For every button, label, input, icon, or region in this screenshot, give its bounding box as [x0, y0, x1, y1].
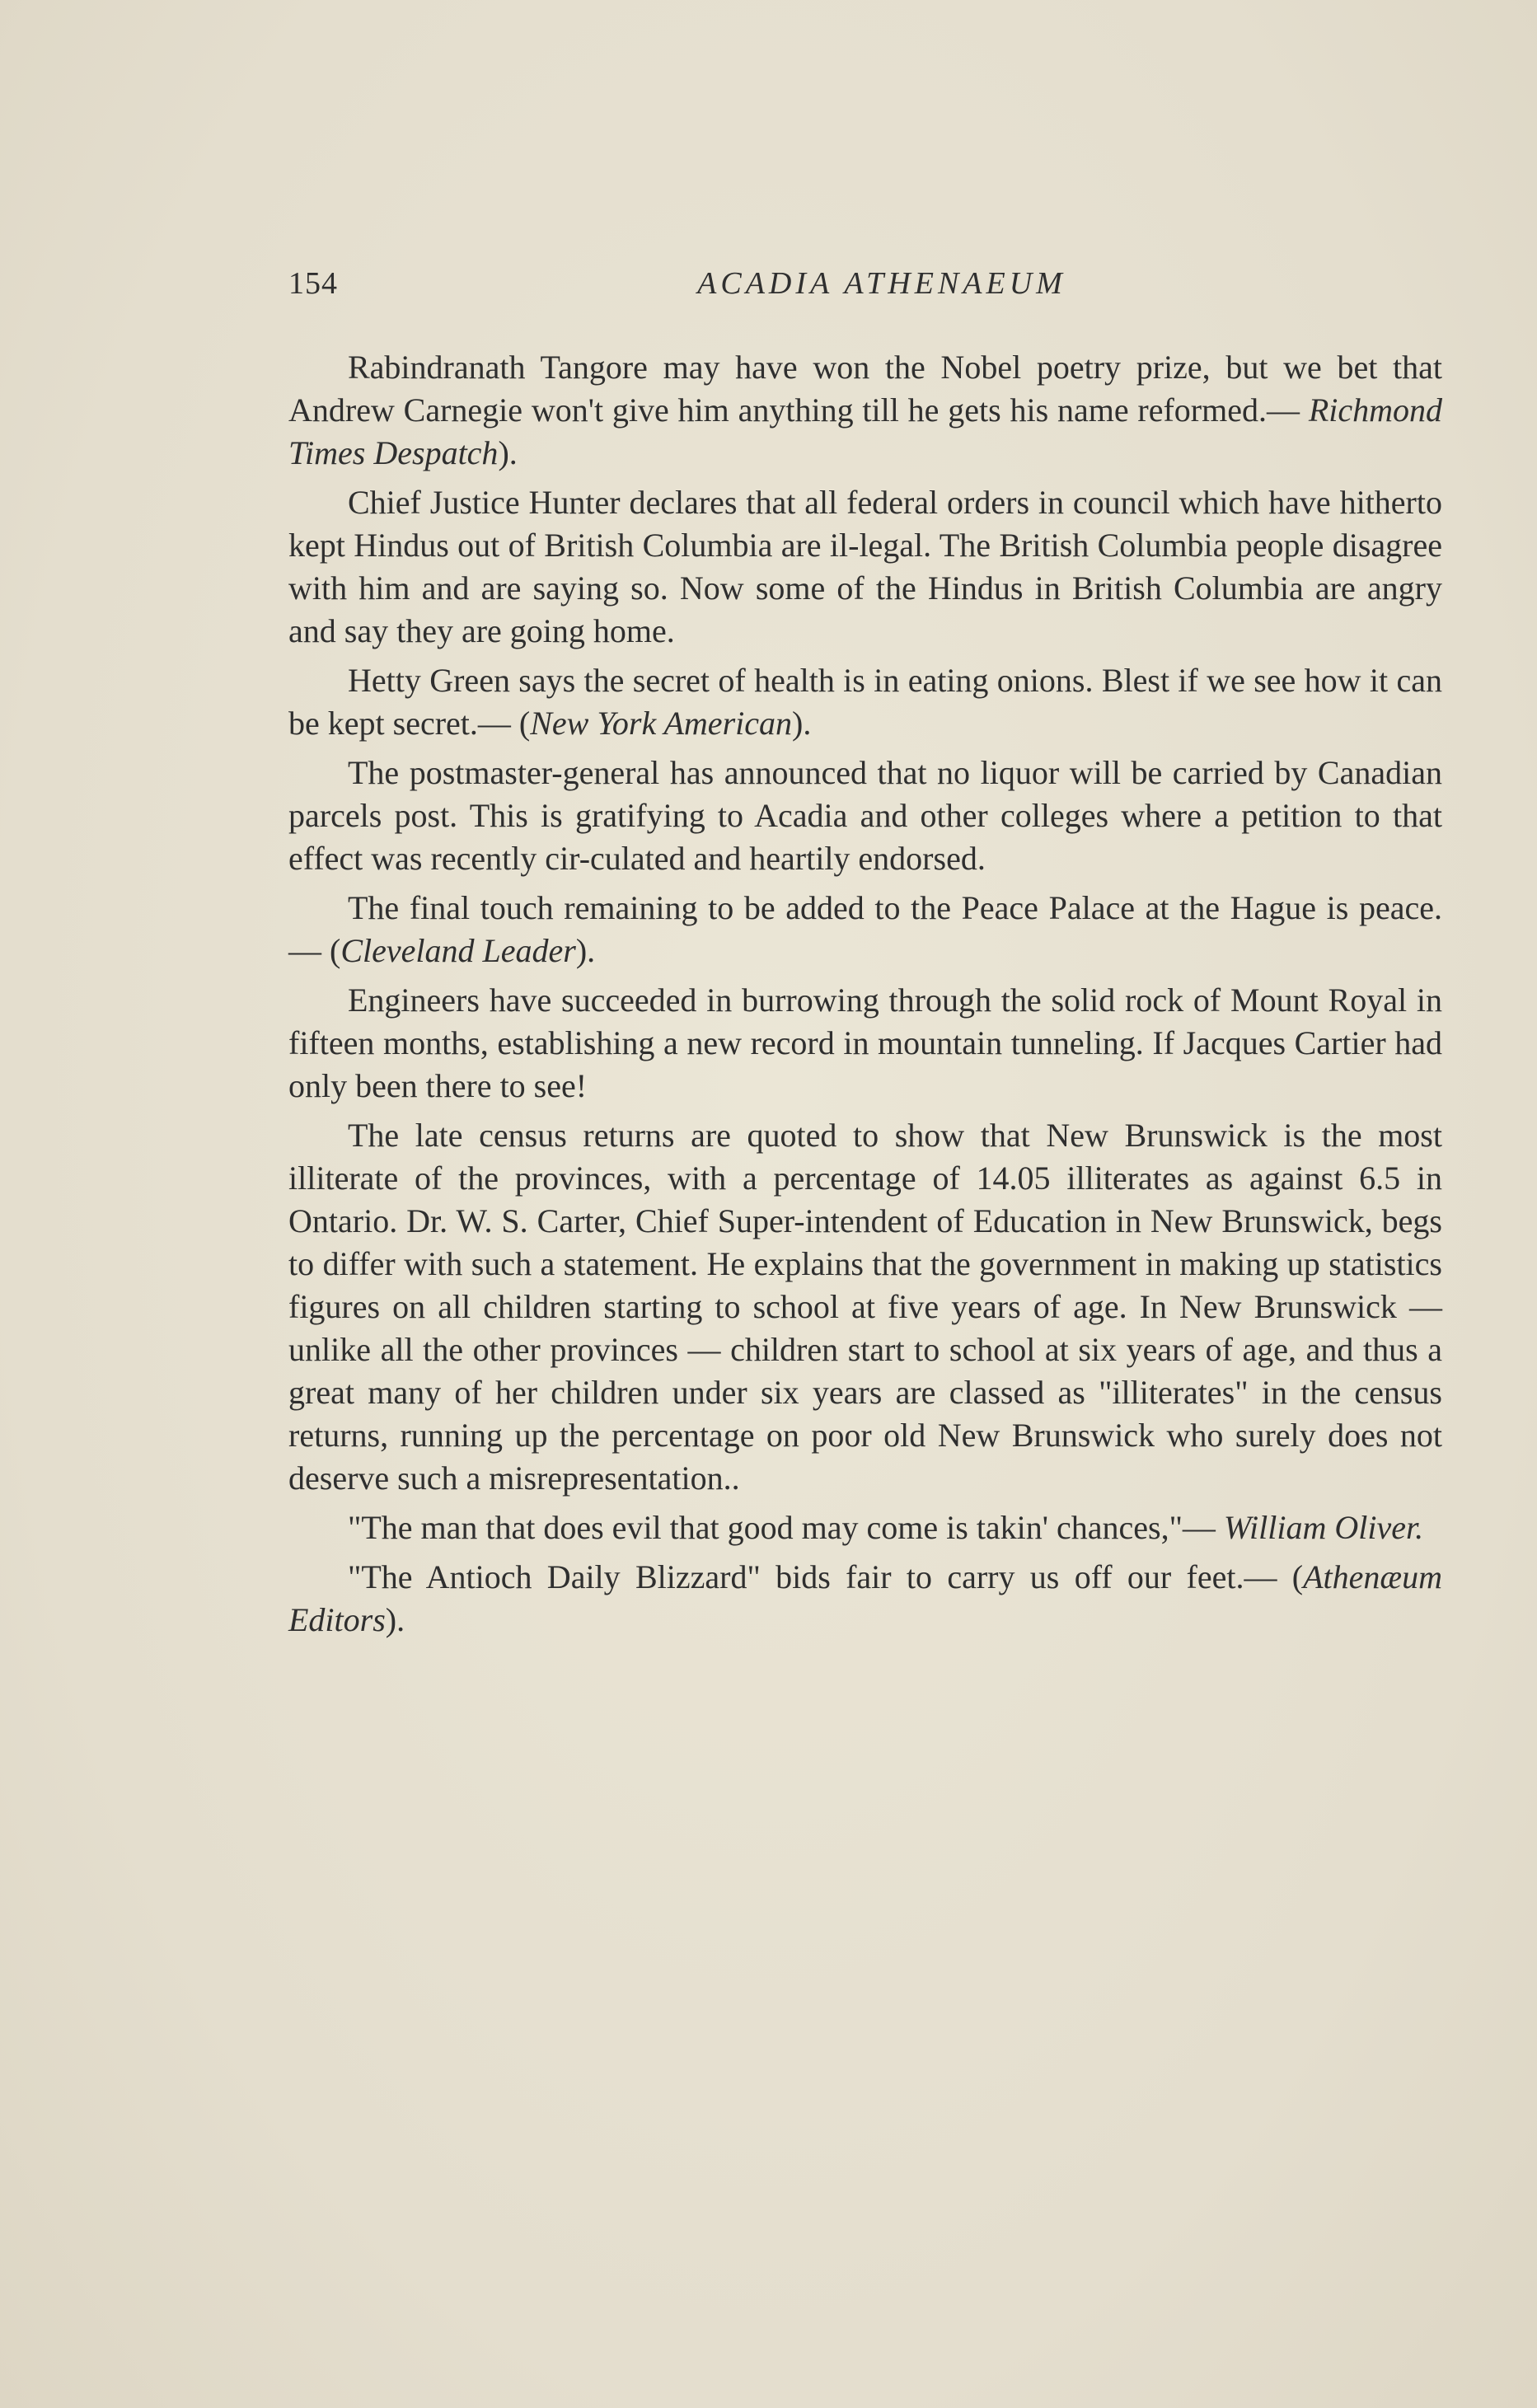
paragraph-onions	[288, 659, 1442, 745]
citation-tail: ).	[385, 1601, 405, 1638]
paragraph-text: Rabindranath Tangore may have won the Nobel poetry prize, but we bet that Andrew Carnegie won't give him anything till he gets his name reformed.—	[288, 349, 1442, 429]
paragraph-mount-royal-tunnel	[288, 979, 1442, 1108]
paragraph-hindus-british-columbia	[288, 481, 1442, 653]
citation-tail: ).	[575, 932, 596, 969]
paragraph-evil-good	[288, 1506, 1442, 1549]
paragraph-text: The late census returns are quoted to show that New Brunswick is the most illiterate of the provinces, with a percentage of 14.05 illiterates as against 6.5 in Ontario. Dr. W. S. Carter, Chief Super-intendent of Education in New Brunswick, begs to differ with such a statement. He explains that the government in making up statistics figures on all children starting to school at five years of age. In New Brunswick — unlike all the other provinces — children start to school at six years of age, and thus a great many of her children under six years are classed as "illiterates" in the census returns, running up the percentage on poor old New Brunswick who surely does not deserve such a misrepresentation..	[288, 1117, 1442, 1497]
paragraph-nobel-prize	[288, 346, 1442, 475]
source-citation: Cleveland Leader	[340, 932, 576, 969]
source-citation: New York American	[530, 705, 792, 742]
paragraph-text: "The Antioch Daily Blizzard" bids fair to carry us off our feet.— (	[348, 1558, 1304, 1595]
paragraph-antioch-blizzard	[288, 1556, 1442, 1642]
paragraph-parcels-post	[288, 752, 1442, 880]
citation-tail: ).	[792, 705, 812, 742]
citation-tail: ).	[498, 434, 518, 471]
page-header	[288, 265, 1442, 307]
paragraph-text: The postmaster-general has announced that no liquor will be carried by Canadian parcels post. This is gratifying to Acadia and other colleges where a petition to that effect was recently cir-culated and heartily endorsed.	[288, 754, 1442, 877]
source-citation: Athenæum Editors	[288, 1558, 1442, 1638]
paragraph-text: "The man that does evil that good may come is takin' chances,"—	[348, 1509, 1224, 1546]
page-number: 154	[288, 266, 338, 301]
running-title: ACADIA ATHENAEUM	[697, 266, 1066, 301]
paragraph-peace-palace	[288, 887, 1442, 972]
paragraph-census-returns	[288, 1114, 1442, 1500]
paragraph-text: Engineers have succeeded in burrowing through the solid rock of Mount Royal in fifteen months, establishing a new record in mountain tunneling. If Jacques Cartier had only been there to see!	[288, 981, 1442, 1104]
paragraph-text: Hetty Green says the secret of health is in eating onions. Blest if we see how it can be kept secret.— (	[288, 662, 1442, 742]
paragraph-text: Chief Justice Hunter declares that all federal orders in council which have hitherto kept Hindus out of British Columbia are il-legal. The British Columbia people disagree with him and are saying so. Now some of the Hindus in British Columbia are angry and say they are going home.	[288, 484, 1442, 649]
source-citation: William Oliver.	[1223, 1509, 1424, 1546]
source-citation: Richmond Times Despatch	[288, 391, 1442, 471]
paragraph-text: The final touch remaining to be added to the Peace Palace at the Hague is peace.— (	[288, 889, 1442, 969]
article-body	[288, 346, 1442, 1648]
